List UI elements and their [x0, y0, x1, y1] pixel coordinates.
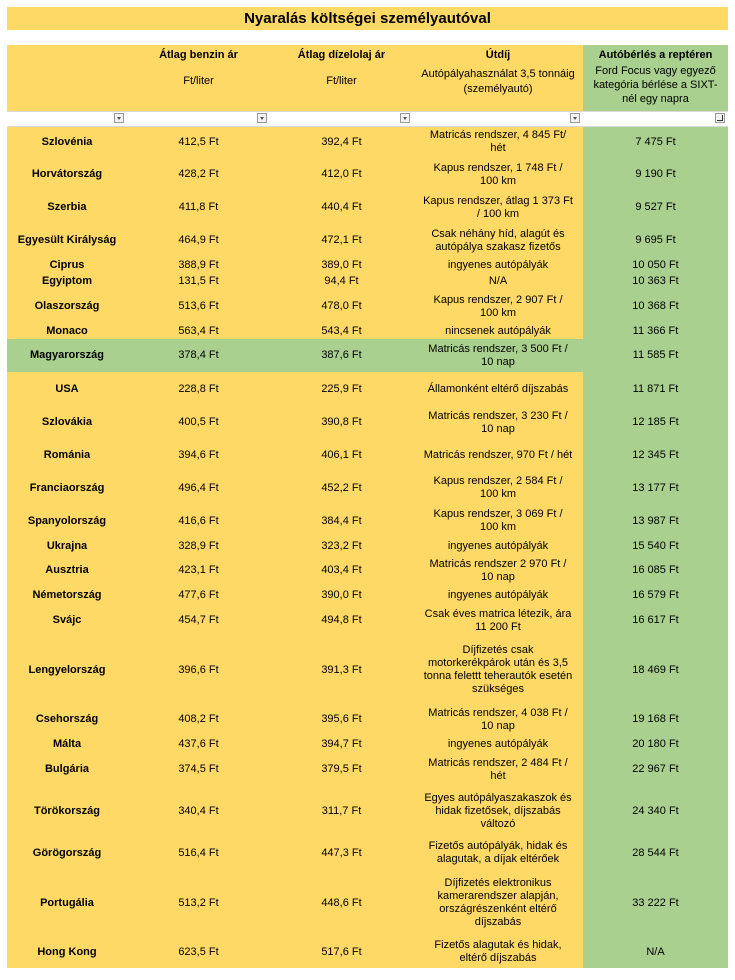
table-row: [7, 554, 728, 587]
petrol-cell[interactable]: 516,4 Ft: [127, 836, 270, 870]
rental-cell[interactable]: N/A: [583, 936, 728, 968]
rental-cell[interactable]: 24 340 Ft: [583, 786, 728, 836]
table-row: [7, 786, 728, 836]
filter-dropdown-icon[interactable]: [257, 113, 267, 123]
rental-cell[interactable]: 10 363 Ft: [583, 273, 728, 290]
country-cell[interactable]: Portugália: [7, 870, 127, 936]
table-row: [7, 224, 728, 257]
diesel-cell[interactable]: 389,0 Ft: [270, 257, 413, 273]
header-toll-sub: Autópályahasználat 3,5 tonnáig (személyautó): [421, 68, 575, 95]
diesel-cell[interactable]: 478,0 Ft: [270, 290, 413, 323]
rental-cell[interactable]: 19 168 Ft: [583, 703, 728, 736]
table-row: [7, 158, 728, 191]
toll-text: ingyenes autópályák: [447, 539, 549, 552]
table-row: [7, 753, 728, 786]
toll-cell[interactable]: [413, 191, 583, 224]
table-row: [7, 323, 728, 339]
diesel-cell[interactable]: 395,6 Ft: [270, 703, 413, 736]
sort-filter-icon[interactable]: [715, 113, 725, 123]
country-cell[interactable]: Szlovákia: [7, 406, 127, 439]
petrol-cell[interactable]: 513,6 Ft: [127, 290, 270, 323]
toll-cell[interactable]: [413, 587, 583, 604]
toll-text: Csak éves matrica létezik, ára 11 200 Ft: [424, 607, 572, 633]
petrol-cell[interactable]: 477,6 Ft: [127, 587, 270, 604]
petrol-cell[interactable]: 374,5 Ft: [127, 753, 270, 786]
country-cell[interactable]: Ausztria: [7, 554, 127, 587]
filter-row: [7, 111, 728, 126]
petrol-cell[interactable]: 496,4 Ft: [127, 472, 270, 504]
toll-cell[interactable]: [413, 472, 583, 504]
petrol-cell[interactable]: 340,4 Ft: [127, 786, 270, 836]
table-row: [7, 472, 728, 504]
toll-cell[interactable]: [413, 604, 583, 637]
diesel-cell[interactable]: 394,7 Ft: [270, 736, 413, 753]
toll-cell[interactable]: [413, 290, 583, 323]
country-cell[interactable]: Egyesült Királyság: [7, 224, 127, 257]
filter-dropdown-icon[interactable]: [400, 113, 410, 123]
rental-cell[interactable]: 12 185 Ft: [583, 406, 728, 439]
toll-cell[interactable]: [413, 786, 583, 836]
country-cell[interactable]: Egyiptom: [7, 273, 127, 290]
rental-cell[interactable]: 11 366 Ft: [583, 323, 728, 339]
country-cell[interactable]: Románia: [7, 439, 127, 472]
table-row: [7, 290, 728, 323]
rental-cell[interactable]: 18 469 Ft: [583, 637, 728, 703]
rental-cell[interactable]: 15 540 Ft: [583, 538, 728, 554]
rental-cell[interactable]: 10 368 Ft: [583, 290, 728, 323]
toll-cell[interactable]: [413, 257, 583, 273]
diesel-cell[interactable]: 440,4 Ft: [270, 191, 413, 224]
country-cell[interactable]: Csehország: [7, 703, 127, 736]
diesel-cell[interactable]: 392,4 Ft: [270, 126, 413, 158]
country-cell[interactable]: Szerbia: [7, 191, 127, 224]
petrol-cell[interactable]: 416,6 Ft: [127, 504, 270, 538]
country-cell[interactable]: Bulgária: [7, 753, 127, 786]
country-cell[interactable]: Málta: [7, 736, 127, 753]
table-row: [7, 703, 728, 736]
country-cell[interactable]: Olaszország: [7, 290, 127, 323]
petrol-cell[interactable]: 328,9 Ft: [127, 538, 270, 554]
toll-cell[interactable]: [413, 372, 583, 406]
rental-cell[interactable]: 16 617 Ft: [583, 604, 728, 637]
petrol-cell[interactable]: 412,5 Ft: [127, 126, 270, 158]
diesel-cell[interactable]: 412,0 Ft: [270, 158, 413, 191]
toll-cell[interactable]: [413, 538, 583, 554]
diesel-cell[interactable]: 94,4 Ft: [270, 273, 413, 290]
table-row: [7, 406, 728, 439]
diesel-cell[interactable]: 384,4 Ft: [270, 504, 413, 538]
diesel-cell[interactable]: 390,0 Ft: [270, 587, 413, 604]
petrol-cell[interactable]: 394,6 Ft: [127, 439, 270, 472]
toll-cell[interactable]: [413, 323, 583, 339]
table-row: [7, 637, 728, 703]
petrol-cell[interactable]: 228,8 Ft: [127, 372, 270, 406]
header-petrol: [127, 45, 270, 111]
toll-text: Egyes autópályaszakaszok és hidak fizetősek, díjszabás változó: [424, 791, 572, 830]
table-row: [7, 736, 728, 753]
country-cell[interactable]: Lengyelország: [7, 637, 127, 703]
diesel-cell[interactable]: 447,3 Ft: [270, 836, 413, 870]
petrol-cell[interactable]: 408,2 Ft: [127, 703, 270, 736]
table-row: [7, 587, 728, 604]
filter-dropdown-icon[interactable]: [570, 113, 580, 123]
toll-text: Matricás rendszer, 2 484 Ft / hét: [428, 756, 568, 782]
toll-text: Államonként eltérő díjszabás: [427, 382, 569, 395]
diesel-cell[interactable]: 391,3 Ft: [270, 637, 413, 703]
table-row: [7, 836, 728, 870]
rental-cell[interactable]: 9 527 Ft: [583, 191, 728, 224]
country-cell[interactable]: Magyarország: [7, 339, 127, 372]
country-cell[interactable]: Ukrajna: [7, 538, 127, 554]
table-row: [7, 870, 728, 936]
toll-text: Kapus rendszer, átlag 1 373 Ft / 100 km: [423, 194, 573, 220]
toll-cell[interactable]: [413, 753, 583, 786]
rental-cell[interactable]: 9 190 Ft: [583, 158, 728, 191]
rental-cell[interactable]: 10 050 Ft: [583, 257, 728, 273]
header-rental-title: Autóbérlés a reptéren: [598, 49, 713, 61]
country-cell[interactable]: Görögország: [7, 836, 127, 870]
petrol-cell[interactable]: 464,9 Ft: [127, 224, 270, 257]
diesel-cell[interactable]: 379,5 Ft: [270, 753, 413, 786]
rental-cell[interactable]: 13 987 Ft: [583, 504, 728, 538]
diesel-cell[interactable]: 517,6 Ft: [270, 936, 413, 968]
petrol-cell[interactable]: 131,5 Ft: [127, 273, 270, 290]
toll-text: Kapus rendszer, 2 907 Ft / 100 km: [433, 293, 563, 319]
toll-text: Kapus rendszer, 1 748 Ft / 100 km: [433, 161, 563, 187]
rental-cell[interactable]: 33 222 Ft: [583, 870, 728, 936]
toll-cell[interactable]: [413, 870, 583, 936]
toll-text: Fizetős alagutak és hidak, eltérő díjszabás: [434, 939, 562, 964]
petrol-cell[interactable]: 388,9 Ft: [127, 257, 270, 273]
country-cell[interactable]: Franciaország: [7, 472, 127, 504]
sheet-title: Nyaralás költségei személyautóval: [7, 7, 728, 30]
petrol-cell[interactable]: 437,6 Ft: [127, 736, 270, 753]
toll-cell[interactable]: [413, 504, 583, 538]
table-row: [7, 439, 728, 472]
petrol-cell[interactable]: 423,1 Ft: [127, 554, 270, 587]
toll-cell[interactable]: [413, 703, 583, 736]
toll-text: Kapus rendszer, 3 069 Ft / 100 km: [433, 508, 563, 533]
country-cell[interactable]: Spanyolország: [7, 504, 127, 538]
table-row: [7, 191, 728, 224]
petrol-cell[interactable]: 513,2 Ft: [127, 870, 270, 936]
header-petrol-title: Átlag benzin ár: [159, 49, 238, 61]
country-cell[interactable]: Ciprus: [7, 257, 127, 273]
toll-cell[interactable]: [413, 637, 583, 703]
toll-text: Matricás rendszer, 970 Ft / hét: [423, 449, 573, 461]
toll-text: Matricás rendszer, 4 038 Ft / 10 nap: [428, 706, 568, 732]
toll-text: ingyenes autópályák: [447, 589, 549, 601]
header-country: [7, 45, 127, 111]
diesel-cell[interactable]: 448,6 Ft: [270, 870, 413, 936]
table-row: [7, 126, 728, 158]
rental-cell[interactable]: 11 585 Ft: [583, 339, 728, 372]
header-petrol-unit: Ft/liter: [183, 75, 214, 87]
rental-cell[interactable]: 20 180 Ft: [583, 736, 728, 753]
country-cell[interactable]: Monaco: [7, 323, 127, 339]
toll-cell[interactable]: [413, 936, 583, 968]
diesel-cell[interactable]: 494,8 Ft: [270, 604, 413, 637]
rental-cell[interactable]: 16 579 Ft: [583, 587, 728, 604]
rental-cell[interactable]: 28 544 Ft: [583, 836, 728, 870]
toll-text: Díjfizetés csak motorkerékpárok után és 3,5 tonna felettt teherautók esetén szükséges: [423, 644, 573, 695]
country-cell[interactable]: Szlovénia: [7, 126, 127, 158]
rental-cell[interactable]: 7 475 Ft: [583, 126, 728, 158]
diesel-cell[interactable]: 406,1 Ft: [270, 439, 413, 472]
header-diesel-title: Átlag dízelolaj ár: [297, 49, 386, 61]
header-diesel-unit: Ft/liter: [326, 75, 357, 87]
toll-text: Kapus rendszer, 2 584 Ft / 100 km: [433, 475, 563, 500]
petrol-cell[interactable]: 378,4 Ft: [127, 339, 270, 372]
toll-text: Matricás rendszer, 3 500 Ft / 10 nap: [428, 342, 568, 368]
toll-cell[interactable]: [413, 126, 583, 158]
petrol-cell[interactable]: 454,7 Ft: [127, 604, 270, 637]
toll-text: Matricás rendszer, 4 845 Ft/ hét: [429, 129, 567, 155]
table-row: [7, 936, 728, 968]
toll-text: ingyenes autópályák: [447, 738, 549, 750]
toll-cell[interactable]: [413, 224, 583, 257]
table-row: [7, 339, 728, 372]
country-cell[interactable]: Hong Kong: [7, 936, 127, 968]
toll-cell[interactable]: [413, 158, 583, 191]
petrol-cell[interactable]: 400,5 Ft: [127, 406, 270, 439]
rental-cell[interactable]: 9 695 Ft: [583, 224, 728, 257]
toll-text: Díjfizetés elektronikus kamerarendszer alapján, országrészenként eltérő díjszabás: [437, 877, 559, 928]
petrol-cell[interactable]: 563,4 Ft: [127, 323, 270, 339]
header-toll: [413, 45, 583, 111]
header-rental: [583, 45, 728, 111]
toll-text: ingyenes autópályák: [447, 258, 549, 271]
diesel-cell[interactable]: 472,1 Ft: [270, 224, 413, 257]
toll-text: Matricás rendszer 2 970 Ft / 10 nap: [429, 557, 567, 583]
table-row: [7, 538, 728, 554]
toll-text: Fizetős autópályák, hidak és alagutak, a díjak eltérőek: [428, 840, 568, 865]
header-rental-sub: Ford Focus vagy egyező kategória bérlése a SIXT-nél egy napra: [593, 65, 718, 105]
diesel-cell[interactable]: 543,4 Ft: [270, 323, 413, 339]
rental-cell[interactable]: 16 085 Ft: [583, 554, 728, 587]
rental-cell[interactable]: 12 345 Ft: [583, 439, 728, 472]
country-cell[interactable]: Horvátország: [7, 158, 127, 191]
toll-cell[interactable]: [413, 273, 583, 290]
diesel-cell[interactable]: 311,7 Ft: [270, 786, 413, 836]
table-row: [7, 372, 728, 406]
petrol-cell[interactable]: 428,2 Ft: [127, 158, 270, 191]
toll-text: Csak néhány híd, alagút és autópálya szakasz fizetős: [431, 227, 565, 253]
toll-cell[interactable]: [413, 736, 583, 753]
table-row: [7, 257, 728, 273]
toll-text: Matricás rendszer, 3 230 Ft / 10 nap: [428, 409, 568, 435]
filter-dropdown-icon[interactable]: [114, 113, 124, 123]
country-cell[interactable]: Svájc: [7, 604, 127, 637]
country-cell[interactable]: USA: [7, 372, 127, 406]
diesel-cell[interactable]: 403,4 Ft: [270, 554, 413, 587]
rental-cell[interactable]: 22 967 Ft: [583, 753, 728, 786]
header-diesel: [270, 45, 413, 111]
country-cell[interactable]: Németország: [7, 587, 127, 604]
toll-text: N/A: [488, 275, 508, 287]
rental-cell[interactable]: 11 871 Ft: [583, 372, 728, 406]
diesel-cell[interactable]: 225,9 Ft: [270, 372, 413, 406]
petrol-cell[interactable]: 623,5 Ft: [127, 936, 270, 968]
petrol-cell[interactable]: 411,8 Ft: [127, 191, 270, 224]
header-toll-title: Útdíj: [485, 49, 511, 61]
rental-cell[interactable]: 13 177 Ft: [583, 472, 728, 504]
diesel-cell[interactable]: 387,6 Ft: [270, 339, 413, 372]
toll-text: nincsenek autópályák: [445, 324, 551, 337]
table-row: [7, 504, 728, 538]
diesel-cell[interactable]: 390,8 Ft: [270, 406, 413, 439]
diesel-cell[interactable]: 323,2 Ft: [270, 538, 413, 554]
toll-cell[interactable]: [413, 406, 583, 439]
toll-cell[interactable]: [413, 554, 583, 587]
table-row: [7, 604, 728, 637]
diesel-cell[interactable]: 452,2 Ft: [270, 472, 413, 504]
petrol-cell[interactable]: 396,6 Ft: [127, 637, 270, 703]
cost-table: [7, 45, 728, 968]
country-cell[interactable]: Törökország: [7, 786, 127, 836]
toll-cell[interactable]: [413, 339, 583, 372]
table-row: [7, 273, 728, 290]
toll-cell[interactable]: [413, 836, 583, 870]
toll-cell[interactable]: [413, 439, 583, 472]
